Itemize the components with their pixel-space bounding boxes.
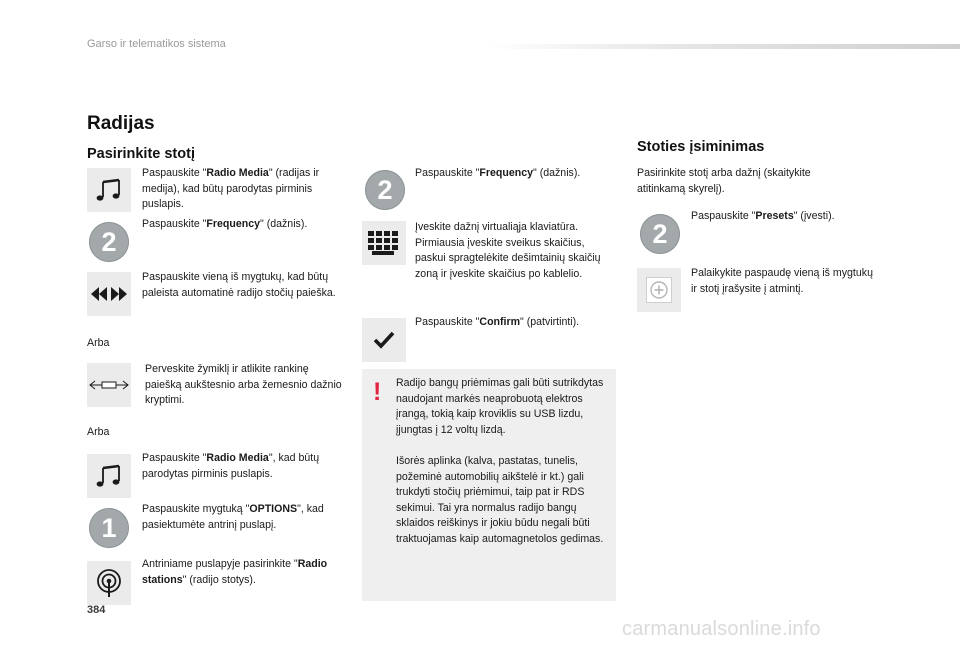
memorize-station-heading: Stoties įsiminimas xyxy=(637,139,765,155)
select-step-3-text: Paspauskite vieną iš mygtukų, kad būtų paleista automatinė radijo stočių paieška. xyxy=(142,271,336,299)
select-step-2-text: Paspauskite "Frequency" (dažnis). xyxy=(142,218,308,230)
select-step-4-text: Perveskite žymiklį ir atlikite rankinę paiešką aukštesnio arba žemesnio dažnio kryptimi. xyxy=(145,363,342,406)
memorize-intro-text: Pasirinkite stotį arba dažnį (skaitykite atitinkamą skyrelį). xyxy=(637,167,811,195)
warning-paragraph-1: Radijo bangų priėmimas gali būti sutrikdytas naudojant markės neaprobuotą elektros įrangą, tokią kaip kroviklis su USB lizdu, įjungtas į 12 voltų lizdą. xyxy=(396,377,604,436)
header-divider xyxy=(486,44,960,49)
frequency-step-text: Paspauskite "Frequency" (dažnis). xyxy=(415,167,581,179)
page-title: Radijas xyxy=(87,113,155,134)
add-preset-icon xyxy=(637,268,681,312)
warning-icon: ! xyxy=(373,378,382,406)
select-station-heading: Pasirinkite stotį xyxy=(87,146,195,162)
page-number: 384 xyxy=(87,604,106,616)
select-step-5-text: Paspauskite "Radio Media", kad būtų parodytas pirminis puslapis. xyxy=(142,452,320,480)
keypad-icon xyxy=(362,221,406,265)
presets-step-text: Paspauskite "Presets" (įvesti). xyxy=(691,210,835,222)
confirm-step-text: Paspauskite "Confirm" (patvirtinti). xyxy=(415,316,580,328)
music-note-icon xyxy=(87,454,131,498)
or-label: Arba xyxy=(87,337,110,349)
number-badge: 2 xyxy=(365,170,405,210)
frequency-slider-icon xyxy=(87,363,131,407)
number-badge: 2 xyxy=(640,214,680,254)
number-badge: 1 xyxy=(89,508,129,548)
watermark: carmanualsonline.info xyxy=(622,618,821,640)
warning-paragraph-2: Išorės aplinka (kalva, pastatas, tunelis, požeminė automobilių aikštelė ir kt.) gali trukdyti stočių priėmimui, taip pat ir RDS sekimui. Tai yra normalus radijo bangų sklaidos reiškinys ir jokiu būdu negali būti traktuojamas kaip automagnetolos gedimas. xyxy=(396,455,604,545)
radio-station-icon xyxy=(87,561,131,605)
select-step-1-text: Paspauskite "Radio Media" (radijas ir medija), kad būtų parodytas pirminis puslapis. xyxy=(142,167,320,210)
seek-arrows-icon xyxy=(87,272,131,316)
select-step-6-text: Paspauskite mygtuką "OPTIONS", kad pasiektumėte antrinį puslapį. xyxy=(142,503,324,531)
number-badge: 2 xyxy=(89,222,129,262)
keyboard-step-text: Įveskite dažnį virtualiąja klaviatūra. Pirmiausia įveskite sveikus skaičius, paskui spragtelėkite dešimtainių skaičių zoną ir įveskite skaičius po kablelio. xyxy=(415,221,601,280)
music-note-icon xyxy=(87,168,131,212)
checkmark-icon xyxy=(362,318,406,362)
save-preset-step-text: Palaikykite paspaudę vieną iš mygtukų ir stotį įrašysite į atmintį. xyxy=(691,267,873,295)
or-label: Arba xyxy=(87,426,110,438)
select-step-7-text: Antriniame puslapyje pasirinkite "Radio stations" (radijo stotys). xyxy=(142,558,328,586)
header-title: Garso ir telematikos sistema xyxy=(87,38,226,50)
